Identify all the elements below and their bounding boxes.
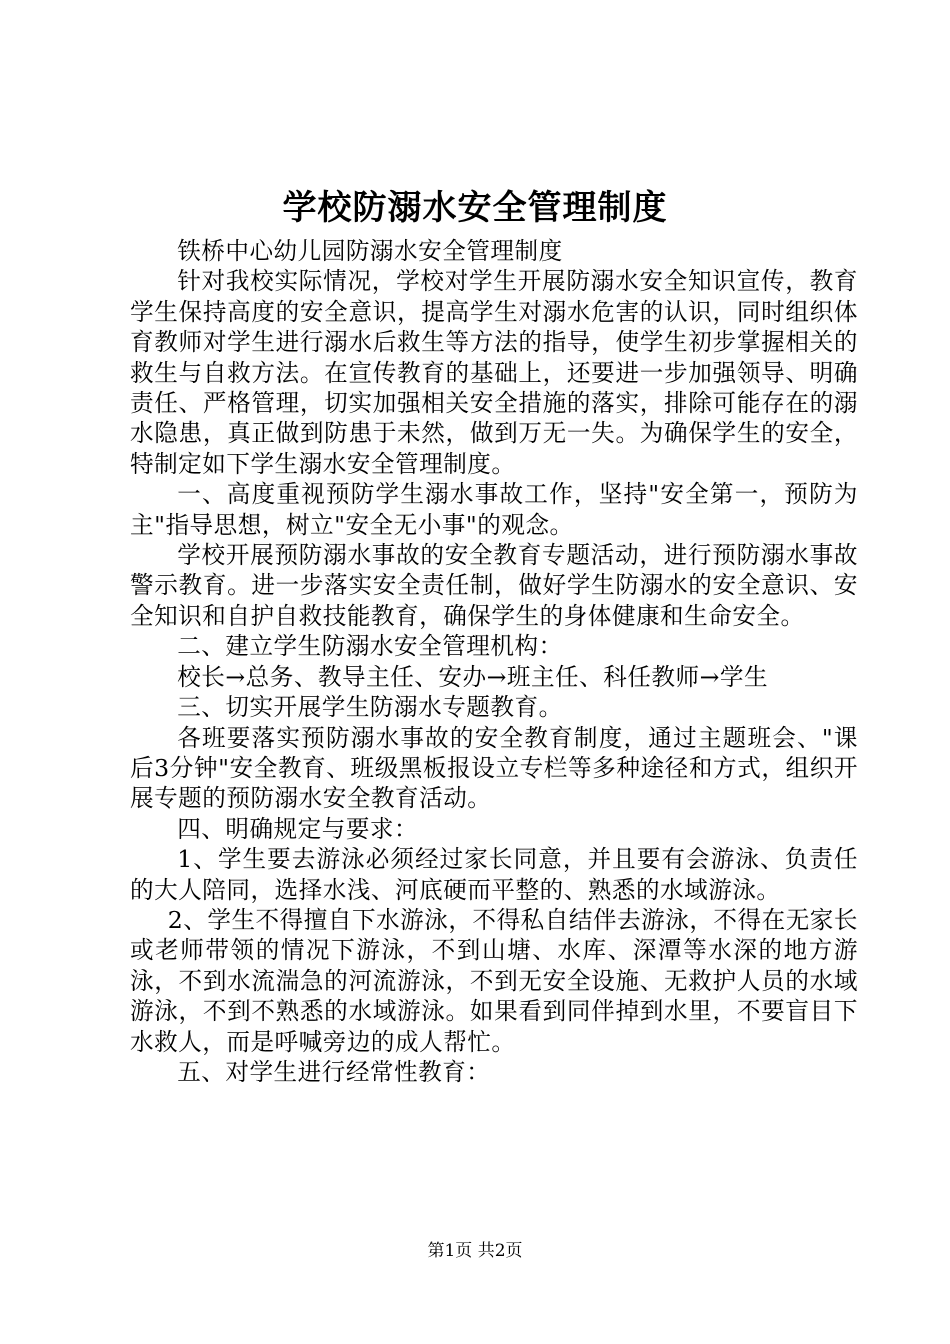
page-number-footer: 第1页 共2页	[427, 1241, 523, 1261]
section-five-heading: 五、对学生进行经常性教育：	[177, 1057, 491, 1086]
rule-item-2: 2、学生不得擅自下水游泳，不得私自结伴去游泳，不得在无家长或老师带领的情况下游泳，不到山塘、水库、深潭等水深的地方游泳，不到水流湍急的河流游泳，不到无安全设施、无救护人员的水域游泳，不到不熟悉的水域游泳。如果看到同伴掉到水里，不要盲目下水救人，而是呼喊旁边的成人帮忙。	[130, 905, 858, 1056]
section-one-body: 学校开展预防溺水事故的安全教育专题活动，进行预防溺水事故警示教育。进一步落实安全责任制，做好学生防溺水的安全意识、安全知识和自护自救技能教育，确保学生的身体健康和生命安全。	[130, 541, 858, 630]
document-title: 学校防溺水安全管理制度	[282, 188, 668, 228]
section-four-heading: 四、明确规定与要求：	[177, 814, 419, 843]
document-body	[130, 236, 858, 1087]
rule-item-1: 1、学生要去游泳必须经过家长同意，并且要有会游泳、负责任的大人陪同，选择水浅、河底硬而平整的、熟悉的水域游泳。	[130, 845, 858, 904]
section-three-heading: 三、切实开展学生防溺水专题教育。	[177, 693, 563, 722]
section-one-heading: 一、高度重视预防学生溺水事故工作，坚持"安全第一，预防为主"指导思想，树立"安全无小事"的观念。	[130, 480, 858, 539]
management-chain: 校长→总务、教导主任、安办→班主任、科任教师→学生	[177, 662, 769, 691]
section-three-body: 各班要落实预防溺水事故的安全教育制度，通过主题班会、"课后3分钟"安全教育、班级黑板报设立专栏等多种途径和方式，组织开展专题的预防溺水安全教育活动。	[130, 723, 858, 813]
paragraph-intro: 针对我校实际情况，学校对学生开展防溺水安全知识宣传，教育学生保持高度的安全意识，提高学生对溺水危害的认识，同时组织体育教师对学生进行溺水后救生等方法的指导，使学生初步掌握相关的救生与自救方法。在宣传教育的基础上，还要进一步加强领导、明确责任、严格管理，切实加强相关安全措施的落实，排除可能存在的溺水隐患，真正做到防患于未然，做到万无一失。为确保学生的安全，特制定如下学生溺水安全管理制度。	[130, 267, 858, 478]
document-subtitle: 铁桥中心幼儿园防溺水安全管理制度	[177, 237, 563, 265]
section-two-heading: 二、建立学生防溺水安全管理机构：	[177, 632, 563, 661]
